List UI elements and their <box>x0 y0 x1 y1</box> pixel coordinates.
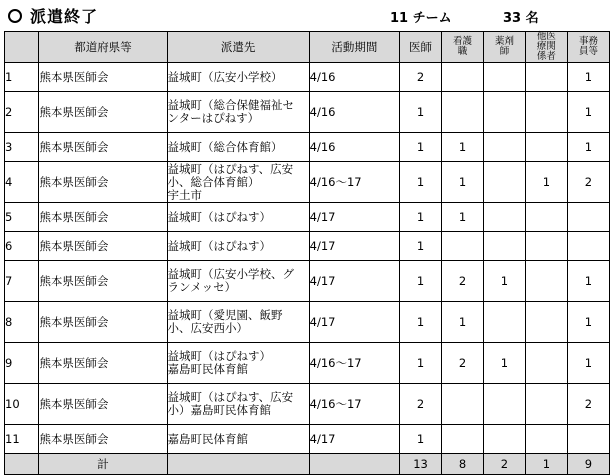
table-row <box>5 302 610 343</box>
table-row <box>5 261 610 302</box>
total-label: 計 <box>39 454 167 475</box>
nurse-count: 1 <box>442 162 484 203</box>
doctor-count: 1 <box>400 343 442 384</box>
prefecture-cell: 熊本県医師会 <box>39 261 167 302</box>
doctor-count: 2 <box>400 384 442 425</box>
period-cell: 4/16〜17 <box>309 162 399 203</box>
admin-count: 1 <box>567 92 609 133</box>
prefecture-cell: 熊本県医師会 <box>39 302 167 343</box>
doctor-count: 1 <box>400 232 442 261</box>
destination-cell: 益城町（はぴねす） <box>167 232 309 261</box>
destination-cell: 益城町（総合体育館） <box>167 133 309 162</box>
destination-cell: 嘉島町民体育館 <box>167 425 309 454</box>
col-header-admin: 事務 員等 <box>567 32 609 63</box>
pharmacist-count: 1 <box>483 261 525 302</box>
doctor-count: 1 <box>400 425 442 454</box>
table-row <box>5 384 610 425</box>
nurse-count: 2 <box>442 343 484 384</box>
prefecture-cell: 熊本県医師会 <box>39 384 167 425</box>
table-body <box>5 63 610 454</box>
pharmacist-count <box>483 63 525 92</box>
nurse-count <box>442 63 484 92</box>
destination-cell: 益城町（広安小学校） <box>167 63 309 92</box>
table-row <box>5 425 610 454</box>
period-cell: 4/16 <box>309 92 399 133</box>
pharmacist-count <box>483 302 525 343</box>
pharmacist-count <box>483 384 525 425</box>
row-number: 2 <box>5 92 39 133</box>
row-number: 4 <box>5 162 39 203</box>
nurse-count <box>442 232 484 261</box>
section-title: 派遣終了 <box>30 7 99 26</box>
section-header <box>0 0 613 30</box>
total-doctor: 13 <box>400 454 442 475</box>
admin-count: 2 <box>567 384 609 425</box>
table-row <box>5 343 610 384</box>
admin-count: 2 <box>567 162 609 203</box>
table-row <box>5 162 610 203</box>
col-header-no <box>5 32 39 63</box>
prefecture-cell: 熊本県医師会 <box>39 232 167 261</box>
doctor-count: 2 <box>400 63 442 92</box>
admin-count: 1 <box>567 343 609 384</box>
total-admin: 9 <box>567 454 609 475</box>
other-medical-count <box>525 425 567 454</box>
other-medical-count <box>525 133 567 162</box>
pharmacist-count: 1 <box>483 343 525 384</box>
prefecture-cell: 熊本県医師会 <box>39 162 167 203</box>
other-medical-count <box>525 63 567 92</box>
period-cell: 4/17 <box>309 261 399 302</box>
prefecture-cell: 熊本県医師会 <box>39 343 167 384</box>
destination-cell: 益城町（はぴねす、広安 小、総合体育館） 宇土市 <box>167 162 309 203</box>
people-count: 33 名 <box>503 11 539 26</box>
nurse-count: 2 <box>442 261 484 302</box>
doctor-count: 1 <box>400 302 442 343</box>
period-cell: 4/17 <box>309 302 399 343</box>
period-cell: 4/17 <box>309 232 399 261</box>
pharmacist-count <box>483 92 525 133</box>
table-row <box>5 92 610 133</box>
team-count: 11 チーム <box>390 11 452 26</box>
doctor-count: 1 <box>400 261 442 302</box>
destination-cell: 益城町（はぴねす、広安 小）嘉島町民体育館 <box>167 384 309 425</box>
row-number: 9 <box>5 343 39 384</box>
admin-count <box>567 203 609 232</box>
other-medical-count <box>525 261 567 302</box>
dispatch-table <box>4 31 610 475</box>
row-number: 10 <box>5 384 39 425</box>
nurse-count <box>442 384 484 425</box>
row-number: 3 <box>5 133 39 162</box>
row-number: 7 <box>5 261 39 302</box>
nurse-count: 1 <box>442 203 484 232</box>
pharmacist-count <box>483 162 525 203</box>
period-cell: 4/16〜17 <box>309 343 399 384</box>
admin-count <box>567 232 609 261</box>
total-row <box>5 454 610 475</box>
row-number: 6 <box>5 232 39 261</box>
total-other-medical: 1 <box>525 454 567 475</box>
nurse-count: 1 <box>442 302 484 343</box>
col-header-pharmacist: 薬剤 師 <box>483 32 525 63</box>
pharmacist-count <box>483 133 525 162</box>
col-header-other-medical: 他医 療関 係者 <box>525 32 567 63</box>
other-medical-count <box>525 92 567 133</box>
row-number: 8 <box>5 302 39 343</box>
total-no-cell <box>5 454 39 475</box>
doctor-count: 1 <box>400 203 442 232</box>
destination-cell: 益城町（広安小学校、グ ランメッセ） <box>167 261 309 302</box>
destination-cell: 益城町（はぴねす） <box>167 203 309 232</box>
admin-count: 1 <box>567 302 609 343</box>
total-period-cell <box>309 454 399 475</box>
prefecture-cell: 熊本県医師会 <box>39 425 167 454</box>
total-pharmacist: 2 <box>483 454 525 475</box>
circle-bullet-icon <box>8 9 22 23</box>
nurse-count <box>442 425 484 454</box>
nurse-count <box>442 92 484 133</box>
table-row <box>5 203 610 232</box>
row-number: 1 <box>5 63 39 92</box>
prefecture-cell: 熊本県医師会 <box>39 203 167 232</box>
other-medical-count <box>525 302 567 343</box>
admin-count: 1 <box>567 133 609 162</box>
total-dest-cell <box>167 454 309 475</box>
doctor-count: 1 <box>400 162 442 203</box>
row-number: 11 <box>5 425 39 454</box>
admin-count: 1 <box>567 63 609 92</box>
destination-cell: 益城町（はぴねす） 嘉島町民体育館 <box>167 343 309 384</box>
table-row <box>5 63 610 92</box>
destination-cell: 益城町（愛児園、飯野 小、広安西小） <box>167 302 309 343</box>
admin-count <box>567 425 609 454</box>
total-nurse: 8 <box>442 454 484 475</box>
period-cell: 4/16〜17 <box>309 384 399 425</box>
table-row <box>5 133 610 162</box>
col-header-period: 活動期間 <box>309 32 399 63</box>
doctor-count: 1 <box>400 133 442 162</box>
period-cell: 4/16 <box>309 63 399 92</box>
pharmacist-count <box>483 425 525 454</box>
col-header-prefecture: 都道府県等 <box>39 32 167 63</box>
period-cell: 4/17 <box>309 425 399 454</box>
prefecture-cell: 熊本県医師会 <box>39 133 167 162</box>
col-header-destination: 派遣先 <box>167 32 309 63</box>
col-header-nurse: 看護 職 <box>442 32 484 63</box>
other-medical-count <box>525 343 567 384</box>
row-number: 5 <box>5 203 39 232</box>
pharmacist-count <box>483 203 525 232</box>
col-header-doctor: 医師 <box>400 32 442 63</box>
period-cell: 4/16 <box>309 133 399 162</box>
prefecture-cell: 熊本県医師会 <box>39 92 167 133</box>
table-row <box>5 232 610 261</box>
destination-cell: 益城町（総合保健福祉セ ンターはぴねす） <box>167 92 309 133</box>
pharmacist-count <box>483 232 525 261</box>
other-medical-count <box>525 203 567 232</box>
other-medical-count: 1 <box>525 162 567 203</box>
other-medical-count <box>525 384 567 425</box>
doctor-count: 1 <box>400 92 442 133</box>
other-medical-count <box>525 232 567 261</box>
admin-count: 1 <box>567 261 609 302</box>
table-header-row <box>5 32 610 63</box>
prefecture-cell: 熊本県医師会 <box>39 63 167 92</box>
period-cell: 4/17 <box>309 203 399 232</box>
nurse-count: 1 <box>442 133 484 162</box>
